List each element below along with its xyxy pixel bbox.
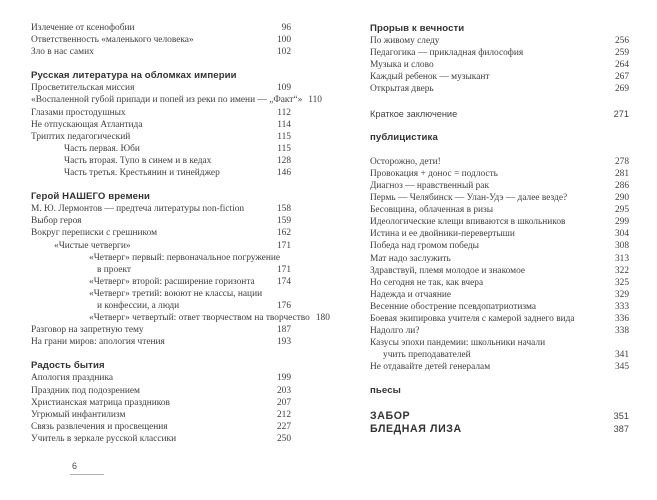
toc-entry-title: Каждый ребенок — музыкант bbox=[370, 72, 490, 83]
toc-entry-page-number: 329 bbox=[614, 289, 629, 300]
toc-entry bbox=[31, 203, 291, 215]
toc-entry bbox=[370, 337, 629, 349]
toc-right-column bbox=[370, 22, 629, 436]
toc-entry-title: Не отпускающая Атлантида bbox=[31, 119, 143, 130]
toc-entry-page-number: 259 bbox=[614, 48, 629, 59]
toc-entry-page-number: 146 bbox=[276, 168, 291, 179]
toc-entry-page-number: 187 bbox=[276, 325, 291, 336]
toc-entry bbox=[370, 289, 629, 301]
toc-entry bbox=[31, 227, 291, 239]
toc-entry-page-number: 207 bbox=[276, 397, 291, 408]
toc-entry bbox=[31, 240, 291, 252]
toc-entry bbox=[31, 94, 322, 106]
toc-entry bbox=[31, 22, 291, 34]
toc-entry bbox=[31, 312, 330, 324]
toc-entry bbox=[370, 313, 629, 325]
toc-entry bbox=[370, 301, 629, 313]
toc-entry-page-number: 269 bbox=[614, 84, 629, 95]
toc-entry-title: Боевая экипировка учителя с камерой заднего вида bbox=[370, 313, 575, 324]
page-footer bbox=[70, 461, 110, 475]
toc-entry bbox=[31, 46, 291, 58]
toc-entry-title: Излечение от ксенофобии bbox=[31, 23, 135, 33]
toc-entry-title: Надежда и отчаяние bbox=[370, 289, 452, 300]
toc-entry-page-number: 180 bbox=[315, 313, 330, 324]
toc-entry-title: Диагноз — нравственный рак bbox=[370, 180, 490, 191]
toc-entry-title: Провокация + донос = подлость bbox=[370, 168, 498, 179]
toc-entry-title: «Чистые четверги» bbox=[54, 240, 131, 251]
toc-entry-title: Часть первая. Юби bbox=[64, 143, 140, 154]
toc-entry-title: «Четверг» второй: расширение горизонта bbox=[89, 276, 255, 287]
toc-entry-title: «Воспаленной губой припади и попей из реки по имени — „Факт“» bbox=[31, 95, 303, 106]
toc-entry-title: Казусы эпохи пандемии: школьники начали bbox=[370, 338, 546, 349]
toc-entry bbox=[370, 108, 629, 120]
toc-entry-page-number: 286 bbox=[614, 180, 629, 191]
toc-entry bbox=[370, 83, 629, 95]
toc-entry-page-number: 227 bbox=[276, 421, 291, 432]
toc-entry-page-number: 128 bbox=[276, 155, 291, 166]
toc-entry-title: Триптих педагогический bbox=[31, 131, 131, 142]
toc-entry bbox=[370, 35, 629, 47]
toc-entry-page-number: 159 bbox=[276, 216, 291, 227]
toc-entry-page-number: 299 bbox=[614, 217, 629, 228]
toc-entry bbox=[31, 397, 291, 409]
toc-entry bbox=[370, 325, 629, 337]
toc-entry-page-number: 176 bbox=[276, 300, 291, 311]
toc-entry bbox=[31, 167, 291, 179]
toc-entry-title: Разговор на запретную тему bbox=[31, 325, 144, 336]
toc-entry bbox=[370, 349, 629, 361]
toc-entry-page-number: 193 bbox=[276, 337, 291, 348]
toc-entry-page-number: 322 bbox=[614, 265, 629, 276]
toc-entry-title: «Четверг» первый: первоначальное погружение bbox=[89, 252, 281, 263]
toc-entry-title: Русская литература на обломках империи bbox=[31, 70, 237, 82]
toc-section-header bbox=[370, 23, 629, 35]
toc-entry bbox=[370, 423, 629, 436]
toc-entry bbox=[370, 361, 629, 373]
toc-left-column bbox=[31, 22, 330, 445]
toc-entry-title: ЗАБОР bbox=[370, 409, 411, 422]
toc-entry-title: Музыка и слово bbox=[370, 60, 434, 71]
toc-entry-title: Учитель в зеркале русской классики bbox=[31, 433, 177, 444]
toc-entry-title: Часть третья. Крестьянин и тинейджер bbox=[64, 168, 220, 179]
toc-entry-page-number: 387 bbox=[613, 423, 629, 434]
toc-entry bbox=[370, 168, 629, 180]
toc-entry-page-number: 336 bbox=[614, 313, 629, 324]
toc-entry-title: Герой НАШЕГО времени bbox=[31, 191, 150, 203]
toc-entry-page-number: 96 bbox=[281, 23, 291, 33]
toc-section-header bbox=[31, 70, 291, 82]
toc-entry bbox=[31, 119, 291, 131]
toc-entry-page-number: 115 bbox=[277, 143, 291, 154]
toc-entry bbox=[31, 421, 291, 433]
toc-entry-page-number: 203 bbox=[276, 385, 291, 396]
toc-entry-title: учить преподавателей bbox=[383, 350, 471, 361]
toc-entry bbox=[370, 277, 629, 289]
toc-entry bbox=[31, 288, 291, 300]
toc-entry-title: Истина и ее двойники-перевертыши bbox=[370, 229, 515, 240]
toc-entry bbox=[370, 216, 629, 228]
toc-entry bbox=[31, 82, 291, 94]
toc-entry-page-number: 304 bbox=[614, 229, 629, 240]
toc-entry bbox=[370, 240, 629, 252]
toc-entry bbox=[370, 204, 629, 216]
toc-entry bbox=[31, 409, 291, 421]
toc-entry-title: «Четверг» четвертый: ответ творчеством на творчество bbox=[89, 313, 310, 324]
toc-entry bbox=[31, 155, 291, 167]
toc-entry-page-number: 278 bbox=[614, 156, 629, 167]
toc-entry bbox=[31, 107, 291, 119]
toc-entry-page-number: 351 bbox=[613, 410, 629, 421]
toc-entry-page-number: 325 bbox=[614, 277, 629, 288]
toc-entry-page-number: 112 bbox=[277, 107, 291, 118]
toc-entry bbox=[370, 47, 629, 59]
toc-entry-title: Связь развлечения и просвещения bbox=[31, 421, 168, 432]
toc-entry-page-number: 281 bbox=[614, 168, 629, 179]
toc-entry bbox=[370, 253, 629, 265]
toc-entry-page-number: 345 bbox=[614, 362, 629, 373]
toc-entry-title: Педагогика — прикладная философия bbox=[370, 48, 524, 59]
toc-entry-title: Пермь — Челябинск — Улан-Удэ — далее везде? bbox=[370, 193, 568, 204]
toc-entry-page-number: 267 bbox=[614, 72, 629, 83]
toc-entry-page-number: 100 bbox=[276, 35, 291, 46]
toc-section-header bbox=[370, 132, 629, 144]
toc-entry-page-number: 115 bbox=[277, 131, 291, 142]
toc-entry bbox=[31, 324, 291, 336]
toc-entry-page-number: 171 bbox=[276, 264, 291, 275]
toc-entry-title: М. Ю. Лермонтов — предтеча литературы non-fiction bbox=[31, 204, 245, 215]
toc-entry-title: Победа над громом победы bbox=[370, 241, 479, 252]
toc-entry-page-number: 114 bbox=[277, 119, 291, 130]
toc-entry-page-number: 290 bbox=[614, 193, 629, 204]
toc-entry-title: По живому следу bbox=[370, 36, 440, 47]
toc-entry bbox=[31, 300, 291, 312]
toc-entry bbox=[31, 264, 291, 276]
toc-entry-page-number: 256 bbox=[614, 36, 629, 47]
toc-entry-title: Бесовщина, облаченная в ризы bbox=[370, 205, 494, 216]
toc-entry-title: пьесы bbox=[370, 385, 401, 397]
toc-entry bbox=[31, 131, 291, 143]
toc-entry-title: Краткое заключение bbox=[370, 108, 458, 119]
toc-entry-title: Зло в нас самих bbox=[31, 47, 94, 58]
toc-entry-page-number: 264 bbox=[614, 60, 629, 71]
toc-section-header bbox=[370, 385, 629, 397]
toc-entry-title: Прорыв к вечности bbox=[370, 23, 465, 34]
toc-entry bbox=[31, 34, 291, 46]
page-number: 6 bbox=[72, 461, 78, 471]
toc-entry-title: Просветительская миссия bbox=[31, 83, 135, 94]
toc-entry-page-number: 162 bbox=[276, 228, 291, 239]
toc-entry bbox=[31, 385, 291, 397]
toc-entry-title: Осторожно, дети! bbox=[370, 156, 441, 167]
toc-entry-title: Глазами простодушных bbox=[31, 107, 126, 118]
toc-entry-title: Вокруг переписки с грешником bbox=[31, 228, 158, 239]
toc-entry-title: Надолго ли? bbox=[370, 326, 420, 337]
toc-entry-page-number: 212 bbox=[276, 409, 291, 420]
toc-entry-title: Апология праздника bbox=[31, 373, 114, 384]
toc-entry-page-number: 295 bbox=[614, 205, 629, 216]
toc-entry-page-number: 250 bbox=[276, 433, 291, 444]
toc-section-header bbox=[31, 360, 291, 372]
toc-entry bbox=[31, 215, 291, 227]
toc-entry-page-number: 313 bbox=[614, 253, 629, 264]
toc-entry-page-number: 174 bbox=[276, 276, 291, 287]
toc-entry bbox=[31, 336, 291, 348]
toc-entry-title: «Четверг» третий: воюют не классы, нации bbox=[89, 288, 263, 299]
toc-entry-page-number: 338 bbox=[614, 326, 629, 337]
toc-entry-title: Весенние обострение псевдопатриотизма bbox=[370, 301, 537, 312]
toc-entry-title: в проект bbox=[97, 264, 131, 275]
toc-entry-page-number: 308 bbox=[614, 241, 629, 252]
toc-entry-title: публицистика bbox=[370, 131, 438, 143]
toc-entry-page-number: 271 bbox=[613, 108, 629, 119]
toc-entry-title: Но сегодня не так, как вчера bbox=[370, 277, 484, 288]
footer-rule bbox=[70, 474, 104, 475]
toc-entry bbox=[31, 143, 291, 155]
toc-entry bbox=[370, 59, 629, 71]
toc-entry bbox=[370, 180, 629, 192]
toc-entry bbox=[31, 252, 291, 264]
toc-entry bbox=[370, 228, 629, 240]
toc-entry-title: Радость бытия bbox=[31, 360, 105, 372]
toc-entry-page-number: 341 bbox=[614, 350, 629, 361]
toc-entry-title: Здравствуй, племя молодое и знакомое bbox=[370, 265, 526, 276]
toc-entry-page-number: 102 bbox=[276, 47, 291, 58]
toc-entry-title: Часть вторая. Тупо в синем и в кедах bbox=[64, 155, 212, 166]
toc-entry-title: Открытая дверь bbox=[370, 84, 434, 95]
toc-entry bbox=[370, 265, 629, 277]
toc-entry-title: Идеологические клещи впиваются в школьников bbox=[370, 217, 566, 228]
toc-entry-title: Ответственность «маленького человека» bbox=[31, 35, 194, 46]
toc-entry-page-number: 333 bbox=[614, 301, 629, 312]
toc-entry-title: Угрюмый инфантилизм bbox=[31, 409, 126, 420]
toc-entry bbox=[370, 71, 629, 83]
toc-entry-title: Праздник под подозрением bbox=[31, 385, 140, 396]
toc-entry bbox=[31, 276, 291, 288]
toc-entry-title: и конфессии, а люди bbox=[97, 300, 180, 311]
toc-entry-title: Христианская матрица праздников bbox=[31, 397, 170, 408]
toc-entry-title: БЛЕДНАЯ ЛИЗА bbox=[370, 422, 462, 435]
toc-entry-page-number: 109 bbox=[276, 83, 291, 94]
toc-entry-page-number: 199 bbox=[276, 373, 291, 384]
toc-entry bbox=[31, 433, 291, 445]
toc-entry-title: Мат надо заслужить bbox=[370, 253, 451, 264]
toc-entry-page-number: 110 bbox=[308, 95, 322, 106]
toc-entry bbox=[370, 192, 629, 204]
toc-entry-page-number: 158 bbox=[276, 204, 291, 215]
toc-section-header bbox=[31, 191, 291, 203]
toc-entry bbox=[370, 156, 629, 168]
toc-entry-page-number: 171 bbox=[276, 240, 291, 251]
toc-entry-title: Выбор героя bbox=[31, 216, 82, 227]
toc-entry bbox=[31, 372, 291, 384]
toc-entry-title: Не отдавайте детей генералам bbox=[370, 362, 491, 373]
toc-entry-title: На грани миров: апология чтения bbox=[31, 337, 165, 348]
toc-entry bbox=[370, 410, 629, 423]
